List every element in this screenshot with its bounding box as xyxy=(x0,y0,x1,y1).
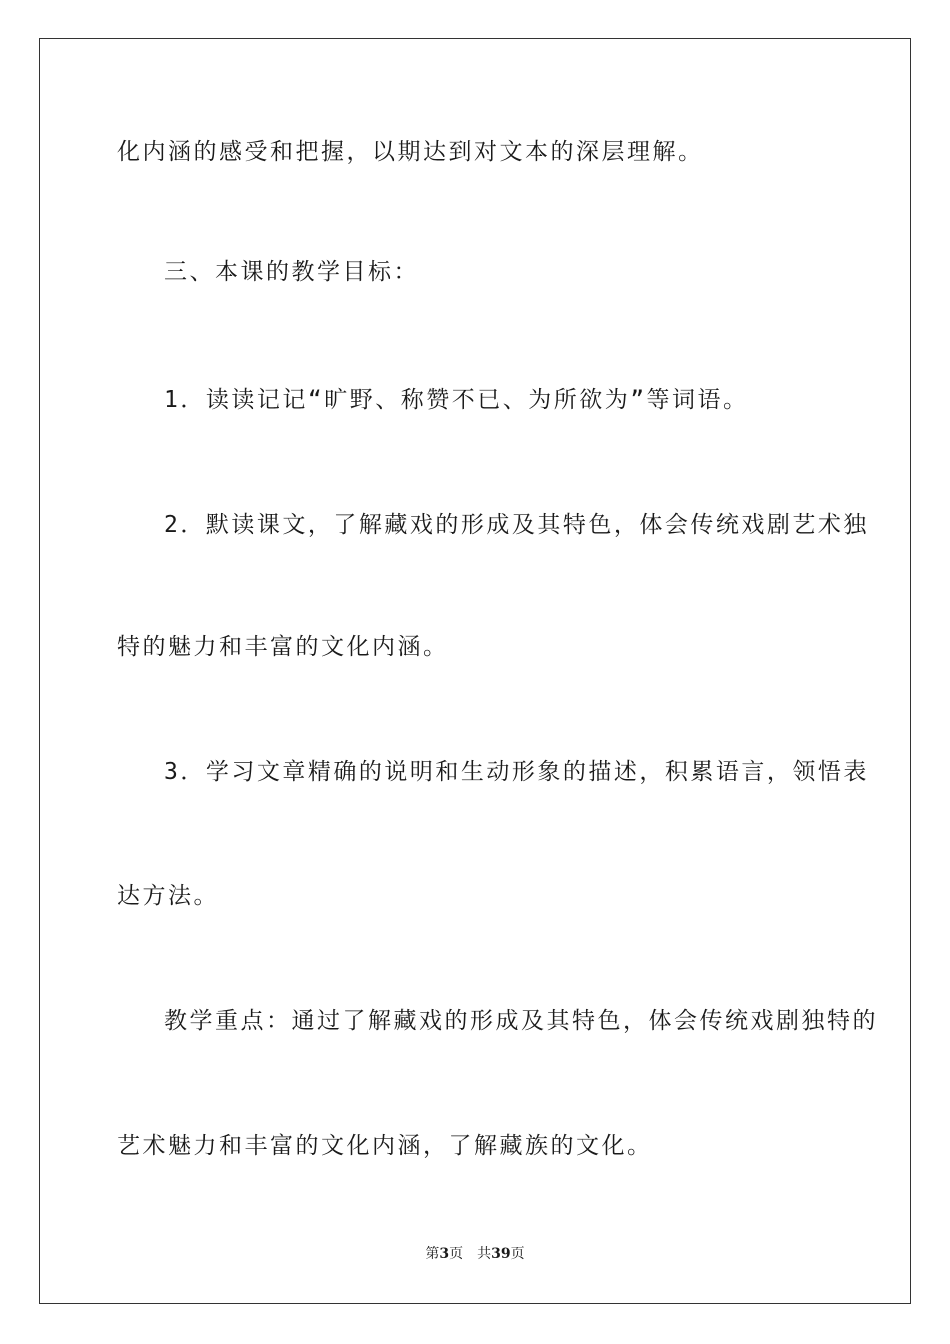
footer-total-prefix: 共 xyxy=(477,1246,492,1262)
page-footer xyxy=(0,1244,950,1264)
footer-total-pages: 39 xyxy=(491,1246,511,1262)
objective-1: 1．读读记记“旷野、称赞不已、为所欲为”等词语。 xyxy=(164,387,749,413)
footer-page-number: 3 xyxy=(439,1246,450,1262)
footer-total-suffix: 页 xyxy=(510,1246,525,1262)
footer-page-suffix: 页 xyxy=(449,1246,464,1262)
text-line-1: 化内涵的感受和把握，以期达到对文本的深层理解。 xyxy=(117,139,704,165)
section-heading-objectives: 三、本课的教学目标： xyxy=(164,259,419,285)
footer-page-prefix: 第 xyxy=(425,1246,440,1262)
page-frame xyxy=(39,38,911,1304)
objective-2-line-2: 特的魅力和丰富的文化内涵。 xyxy=(117,634,449,660)
teaching-focus-line-2: 艺术魅力和丰富的文化内涵，了解藏族的文化。 xyxy=(117,1133,653,1159)
teaching-focus-line-1: 教学重点：通过了解藏戏的形成及其特色，体会传统戏剧独特的 xyxy=(164,1008,878,1034)
objective-2-line-1: 2．默读课文，了解藏戏的形成及其特色，体会传统戏剧艺术独 xyxy=(164,512,869,538)
objective-3-line-2: 达方法。 xyxy=(117,883,219,909)
objective-3-line-1: 3．学习文章精确的说明和生动形象的描述，积累语言，领悟表 xyxy=(164,759,869,785)
